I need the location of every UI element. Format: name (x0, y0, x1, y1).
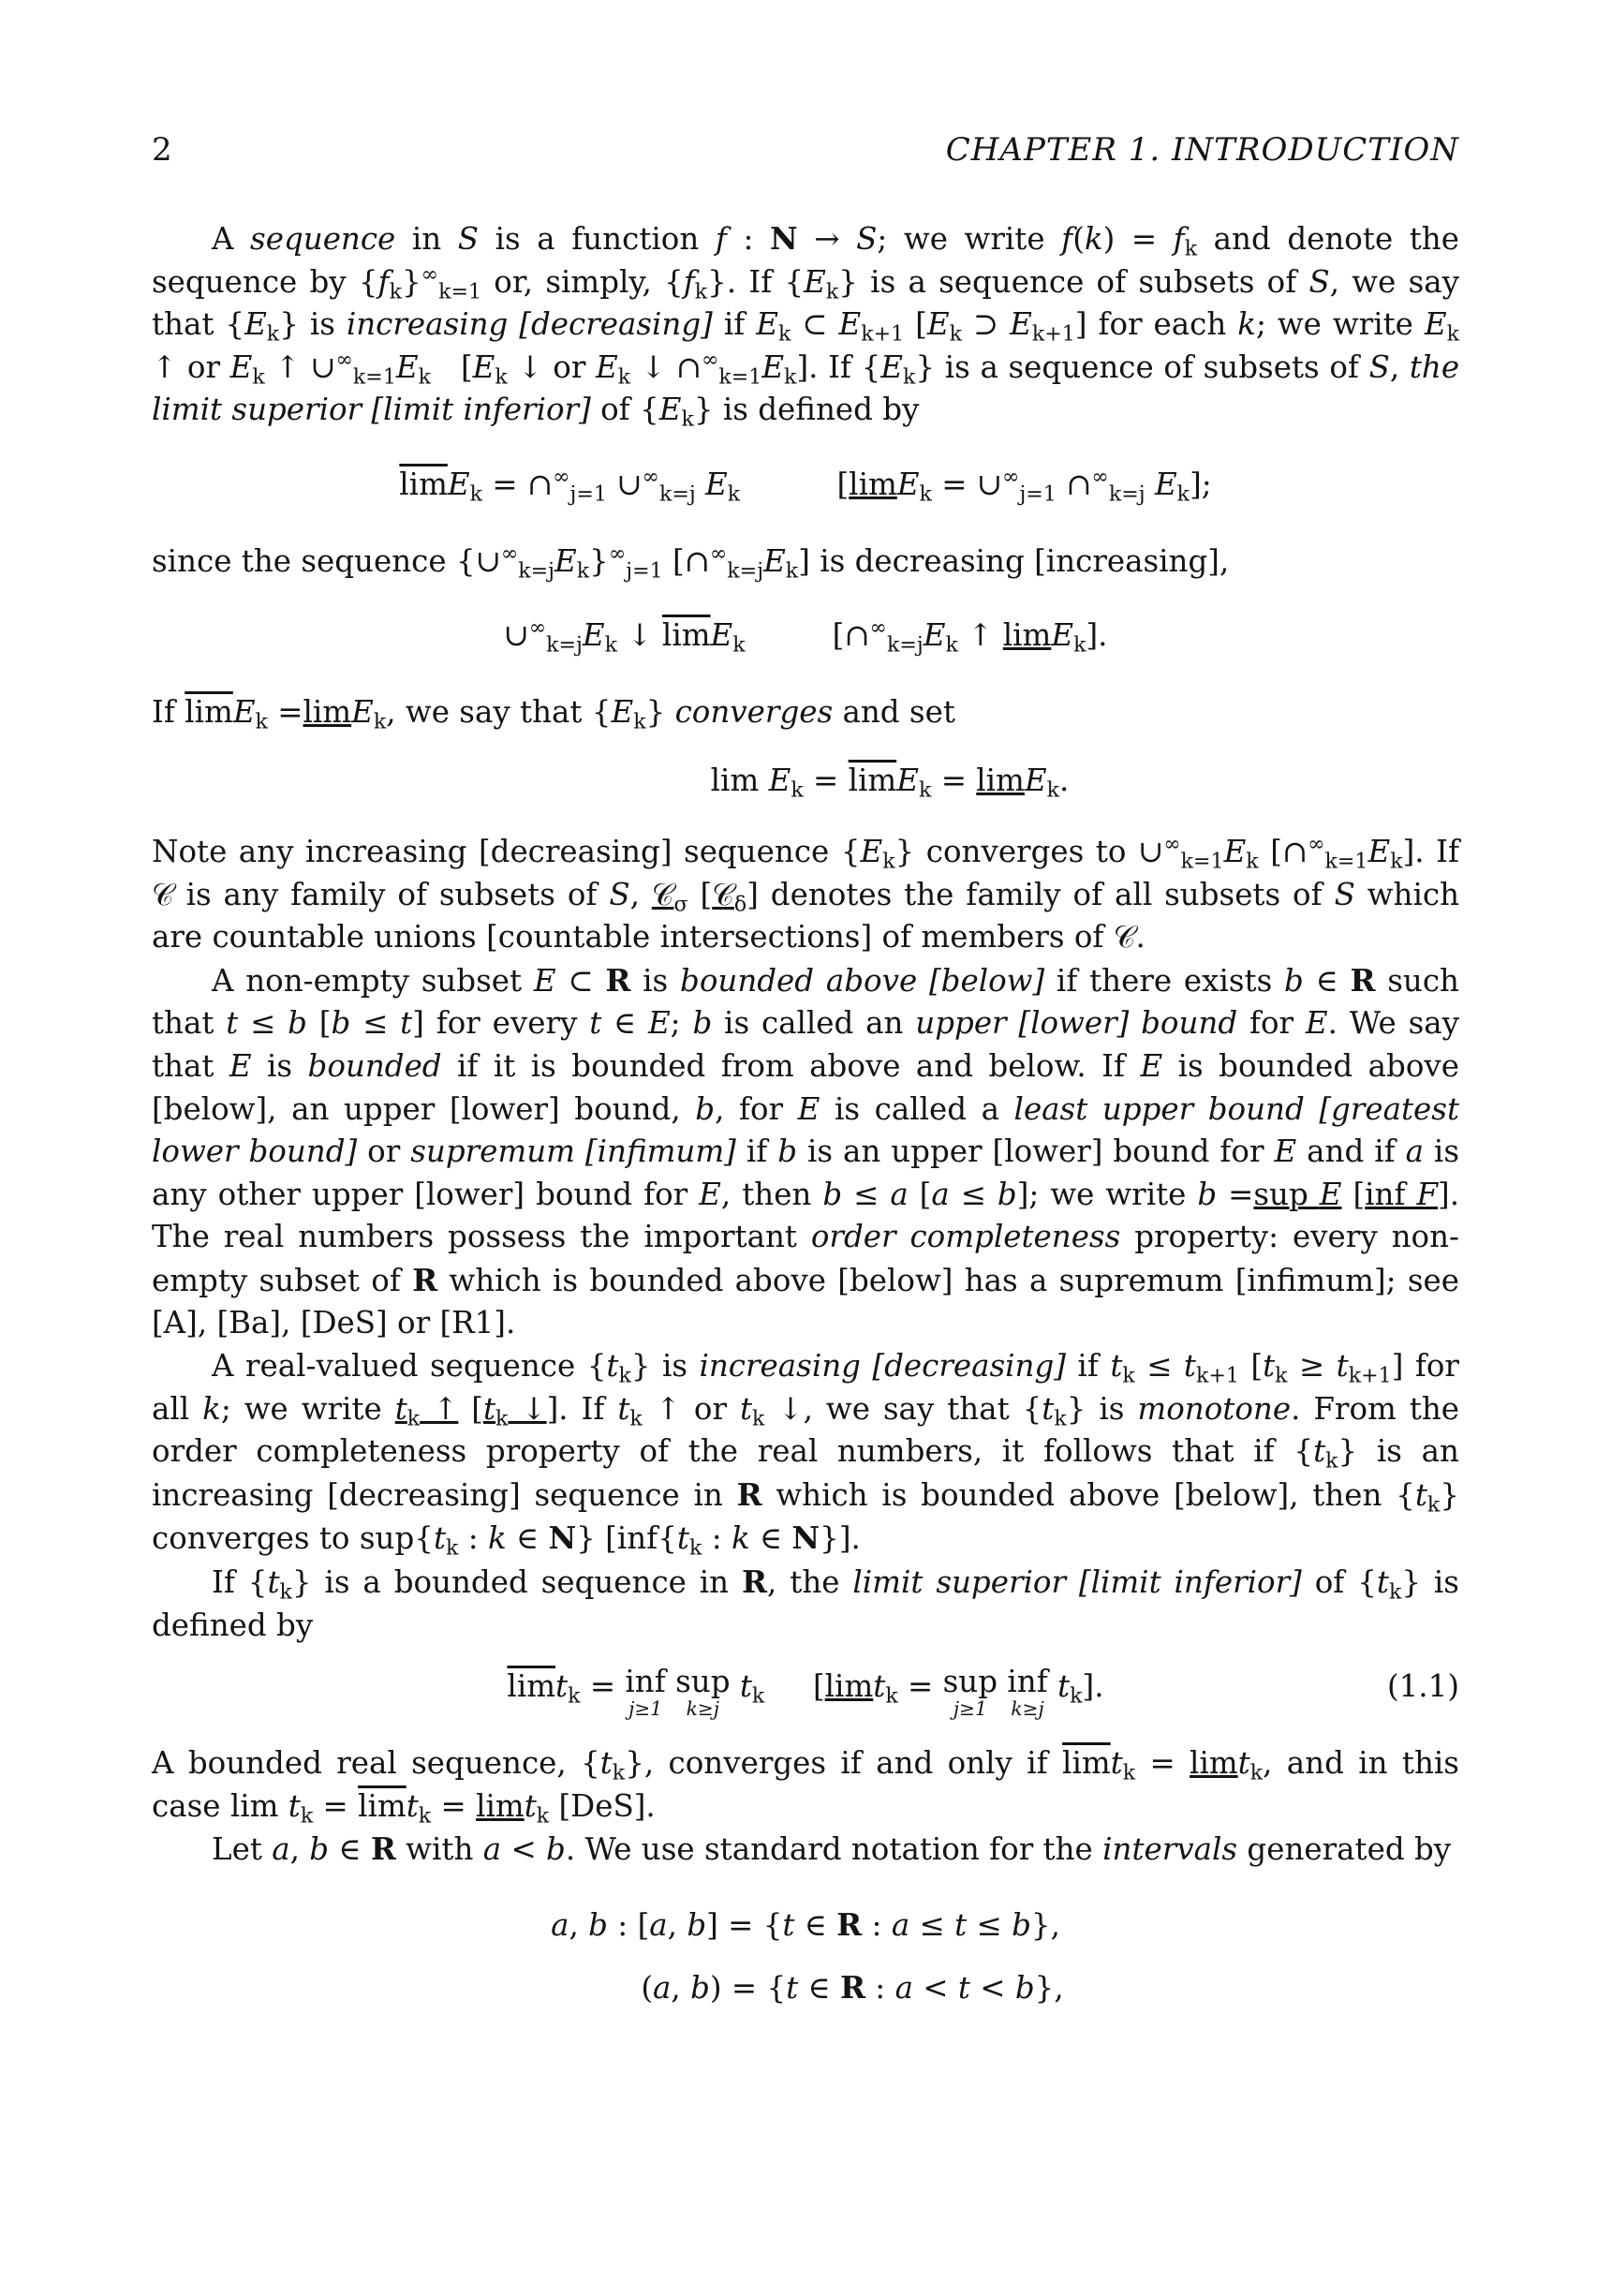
display-limsup-liminf-sets: $\overline{lim}E_k$ = $\cap^\infty_{j=1}$ $\cup^\infty_{k=j}$ $E_k$ [$\lim E_k = \cup^\infty_{j=1}$ $\cap^\infty_{k=j}$ $E_k$]; (399, 464, 1212, 507)
paragraph-bounded-real-converges: A bounded real sequence, $\{t_k\}$, converges if and only if $\overline{lim}t_k = \lim t_k$, and in this case $\lim t_k = \overline{lim}t_k = \lim t_k$ [DeS]. (152, 1745, 1459, 1829)
paragraph-bounded: A non-empty subset E ⊂ R is bounded above [below] if there exists b ∈ R such that t ≤ b [b ≤ t] for every t ∈ E; b is called an upper [lower] bound for E. We say that E is bounded if it is bounded from above and below. If E is bounded above [below], an upper [lower] bound, b, for E is called a least upper bound [greatest lower bound] or supremum [infimum] if b is an upper [lower] bound for E and if a is any other upper [lower] bound for E, then b ≤ a [a ≤ b]; we write b =sup E [inf F]. The real numbers possess the important order completeness property: every non-empty subset of R which is bounded above [below] has a supremum [infimum]; see [A], [Ba], [DeS] or [R1]. (152, 961, 1460, 1341)
main-text (152, 217, 1459, 2043)
paragraph-real-sequence: A real-valued sequence $\{t_k\}$ is increasing [decreasing] if $t_k \le t_{k+1}$ $[t_k \ge t_{k+1}]$ for all k; we write $t_k$ ↑ [$t_k$ ↓]. If $t_k$ ↑ or $t_k$ ↓, we say that $\{t_k\}$ is monotone. From the order completeness property of the real numbers, it follows that if $\{t_k\}$ is an increasing [decreasing] sequence in R which is bounded above [below], then $\{t_k\}$ converges to $sup\{t_k$ : k ∈ N} [$inf\{t_k$ : k ∈ N}]. (152, 1348, 1459, 1562)
paragraph-since-sequence: since the sequence $\{\cup^\infty_{k=j}E_k\}^\infty_{j=1}$ $[\cap^\infty_{k=j}E_k]$ is decreasing [increasing], (152, 541, 1230, 584)
page-header (152, 131, 1459, 178)
paragraph-intervals: Let a, b ∈ R with a < b. We use standard notation for the intervals generated by (212, 1830, 1452, 1868)
paragraph-converges: If $\overline{lim}E_k =\lim E_k$, we say that $\{E_k\}$ converges and set (152, 693, 955, 734)
display-open-interval: (a, b) = {t ∈ R : a < t < b}, (641, 1968, 1064, 2006)
display-lim-sets: $\lim E_k = \overline{lim}E_k = \lim E_k$. (710, 763, 1070, 803)
paragraph-limsup-real: If $\{t_k\}$ is a bounded sequence in R, the limit superior [limit inferior] of $\{t_k\}$ is defined by (152, 1563, 1459, 1643)
paragraph-note-increasing: Note any increasing [decreasing] sequence $\{E_k\}$ converges to $\cup^\infty_{k=1}E_k$ $[\cap^\infty_{k=1}E_k]$. If 𝒞 is any family of subsets of S, 𝒞$_\sigma$ [𝒞$_\delta$] denotes the family of all subsets of S which are countable unions [countable intersections] of members of 𝒞. (152, 831, 1459, 955)
equation-number: (1.1) (1386, 1668, 1459, 1705)
running-title: CHAPTER 1. INTRODUCTION (945, 131, 1459, 169)
display-closed-interval: a, b : [a, b] = {t ∈ R : a ≤ t ≤ b}, (551, 1905, 1060, 1943)
paragraph-sequence-definition: A sequence in S is a function f : N → S; we write $f(k) = f_k$ and denote the sequence by $\{f_k\}^\infty_{k=1}$ or, simply, $\{f_k\}$. If $\{E_k\}$ is a sequence of subsets of S, we say that $\{E_k\}$ is increasing [decreasing] if $E_k$ ⊂ $E_{k+1}$ [$E_k$ ⊃ $E_{k+1}$] for each k; we write $E_k$ ↑ or $E_k$ ↑ $\cup^\infty_{k=1}E_k$ [$E_k$ ↓ or $E_k$ ↓ $\cap^\infty_{k=1}E_k$]. If $\{E_k\}$ is a sequence of subsets of S, the limit superior [limit inferior] of $\{E_k\}$ is defined by (152, 220, 1460, 432)
display-monotone-limits: $\cup^\infty_{k=j}E_k$ ↓ $\overline{lim}E_k$ [$\cap^\infty_{k=j}E_k$ ↑ limE$_k$]. (503, 615, 1108, 658)
page-number: 2 (152, 131, 172, 169)
equation-1-1: $\overline{lim}t_k$ = inf j≥1 sup k≥j $t_k$ [limt$_k$ = sup j≥1 inf k≥j $t_k$]. (1.1) (507, 1664, 1459, 1720)
